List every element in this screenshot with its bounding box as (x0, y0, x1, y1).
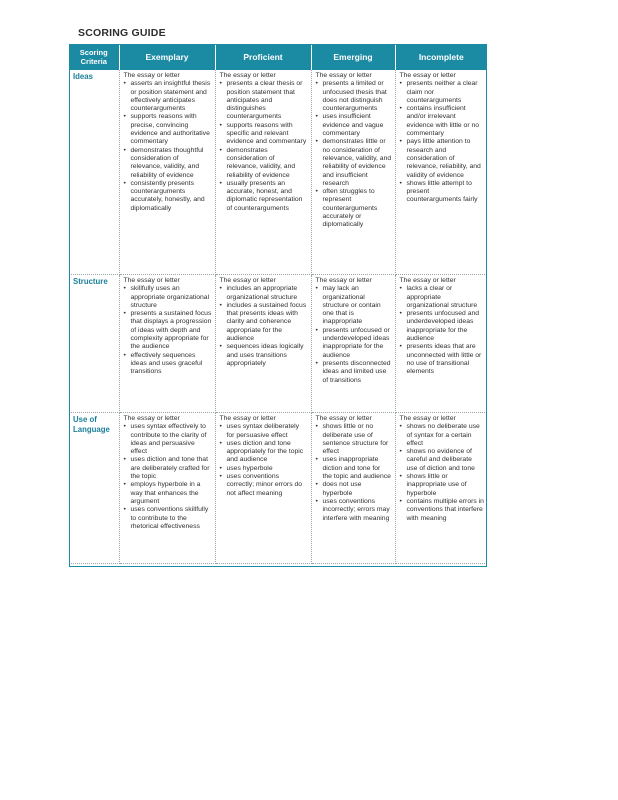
bullet-list (220, 80, 308, 213)
criteria-label: Structure (69, 275, 119, 413)
bullet-item: • supports reasons with precise, convincing evidence and authoritative commentary (124, 113, 212, 146)
bullet-list (400, 285, 485, 376)
bullet-item: • presents unfocused and underdeveloped ideas inappropriate for the audience (400, 310, 485, 343)
bullet-item: • shows little attempt to present counterarguments fairly (400, 180, 485, 205)
cell-intro: The essay or letter (399, 415, 456, 422)
bullet-item: • uses diction and tone appropriately for the topic and audience (220, 440, 308, 465)
bullet-item: • uses hyperbole (220, 465, 308, 473)
bullet-item: • skillfully uses an appropriate organizational structure (124, 285, 212, 310)
bullet-item: • presents disconnected ideas and limited use of transitions (316, 360, 392, 385)
bullet-item: • uses insufficient evidence and vague commentary (316, 113, 392, 138)
bullet-item: • shows no evidence of careful and deliberate use of diction and tone (400, 448, 485, 473)
bullet-list (124, 285, 212, 376)
bullet-item: • asserts an insightful thesis or position statement and effectively anticipates counterarguments (124, 80, 212, 113)
cell-intro: The essay or letter (123, 277, 180, 284)
cell-proficient (215, 275, 311, 413)
bullet-item: • shows no deliberate use of syntax for a certain effect (400, 423, 485, 448)
cell-emerging (311, 413, 395, 564)
bullet-item: • sequences ideas logically and uses transitions appropriately (220, 343, 308, 368)
criteria-label: Ideas (69, 70, 119, 275)
bullet-item: • uses conventions incorrectly; errors may interfere with meaning (316, 498, 392, 523)
cell-intro: The essay or letter (315, 277, 372, 284)
bullet-list (400, 80, 485, 204)
bullet-item: • uses diction and tone that are deliberately crafted for the topic (124, 456, 212, 481)
bullet-list (124, 423, 212, 531)
criteria-label: Use of Language (69, 413, 119, 564)
bullet-item: • consistently presents counterarguments accurately, honestly, and diplomatically (124, 180, 212, 213)
table-row (69, 275, 487, 413)
cell-exemplary (119, 413, 215, 564)
cell-proficient (215, 70, 311, 275)
header-scoring-criteria: Scoring Criteria (69, 44, 119, 70)
bullet-item: • uses syntax effectively to contribute to the clarity of ideas and persuasive effect (124, 423, 212, 456)
bullet-item: • does not use hyperbole (316, 481, 392, 498)
bullet-item: • may lack an organizational structure or contain one that is inappropriate (316, 285, 392, 326)
cell-intro: The essay or letter (399, 72, 456, 79)
bullet-item: • presents a clear thesis or position statement that anticipates and distinguishes counterarguments (220, 80, 308, 121)
cell-intro: The essay or letter (123, 415, 180, 422)
bullet-item: • effectively sequences ideas and uses graceful transitions (124, 352, 212, 377)
cell-intro: The essay or letter (219, 277, 276, 284)
bullet-item: • demonstrates consideration of relevance, validity, and reliability of evidence (220, 147, 308, 180)
bullet-item: • uses conventions skillfully to contribute to the rhetorical effectiveness (124, 506, 212, 531)
cell-emerging (311, 275, 395, 413)
bullet-item: • presents ideas that are unconnected with little or no use of transitional elements (400, 343, 485, 376)
cell-exemplary (119, 275, 215, 413)
cell-proficient (215, 413, 311, 564)
bullet-item: • uses syntax deliberately for persuasive effect (220, 423, 308, 440)
bullet-item: • pays little attention to research and consideration of relevance, reliability, and validity of evidence (400, 138, 485, 179)
header-emerging: Emerging (311, 44, 395, 70)
header-row (69, 44, 487, 70)
bullet-item: • uses conventions correctly; minor errors do not affect meaning (220, 473, 308, 498)
cell-intro: The essay or letter (315, 415, 372, 422)
bullet-item: • shows little or no deliberate use of sentence structure for effect (316, 423, 392, 456)
scoring-guide-table (69, 44, 487, 564)
header-incomplete: Incomplete (395, 44, 487, 70)
cell-incomplete (395, 413, 487, 564)
bullet-list (220, 285, 308, 368)
bullet-item: • presents neither a clear claim nor counterarguments (400, 80, 485, 105)
bullet-list (316, 80, 392, 229)
header-proficient: Proficient (215, 44, 311, 70)
bullet-list (400, 423, 485, 523)
cell-incomplete (395, 70, 487, 275)
cell-exemplary (119, 70, 215, 275)
bullet-list (316, 285, 392, 385)
bullet-item: • demonstrates thoughtful consideration of relevance, validity, and reliability of evidence (124, 147, 212, 180)
bullet-item: • lacks a clear or appropriate organizational structure (400, 285, 485, 310)
bullet-item: • often struggles to represent counterarguments accurately or diplomatically (316, 188, 392, 229)
bullet-item: • usually presents an accurate, honest, and diplomatic representation of counterarguments (220, 180, 308, 213)
bullet-item: • contains multiple errors in conventions that interfere with meaning (400, 498, 485, 523)
bullet-item: • presents a limited or unfocused thesis that does not distinguish counterarguments (316, 80, 392, 113)
table-row (69, 70, 487, 275)
cell-emerging (311, 70, 395, 275)
bullet-list (124, 80, 212, 213)
table-row (69, 413, 487, 564)
cell-intro: The essay or letter (399, 277, 456, 284)
bullet-item: • shows little or inappropriate use of hyperbole (400, 473, 485, 498)
cell-intro: The essay or letter (315, 72, 372, 79)
bullet-item: • employs hyperbole in a way that enhances the argument (124, 481, 212, 506)
page-title: SCORING GUIDE (78, 27, 166, 39)
bullet-item: • supports reasons with specific and relevant evidence and commentary (220, 122, 308, 147)
cell-incomplete (395, 275, 487, 413)
bullet-item: • presents unfocused or underdeveloped ideas inappropriate for the audience (316, 327, 392, 360)
bullet-list (316, 423, 392, 523)
cell-intro: The essay or letter (219, 72, 276, 79)
cell-intro: The essay or letter (123, 72, 180, 79)
cell-intro: The essay or letter (219, 415, 276, 422)
bullet-item: • contains insufficient and/or irrelevant evidence with little or no commentary (400, 105, 485, 138)
header-exemplary: Exemplary (119, 44, 215, 70)
bullet-list (220, 423, 308, 498)
bullet-item: • includes an appropriate organizational structure (220, 285, 308, 302)
bullet-item: • demonstrates little or no consideration of relevance, validity, and reliability of evidence and insufficient research (316, 138, 392, 188)
bullet-item: • includes a sustained focus that presents ideas with clarity and coherence appropriate for the audience (220, 302, 308, 343)
bullet-item: • presents a sustained focus that displays a progression of ideas with depth and complexity appropriate for the audience (124, 310, 212, 351)
bullet-item: • uses inappropriate diction and tone for the topic and audience (316, 456, 392, 481)
